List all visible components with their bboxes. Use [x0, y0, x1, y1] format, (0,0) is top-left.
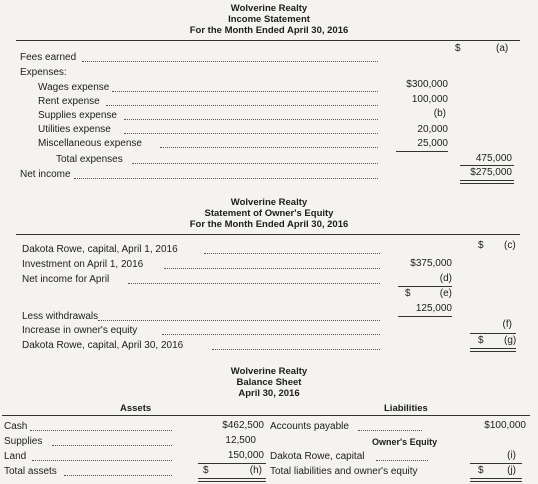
capital-start-dollar: $ — [478, 240, 484, 251]
leader-dots — [124, 132, 378, 134]
expenses-label: Expenses: — [20, 67, 67, 78]
leader-dots — [82, 60, 378, 62]
bs-period: April 30, 2016 — [238, 388, 300, 399]
subtotal-value: (e) — [439, 288, 452, 299]
asset-value: $462,500 — [222, 420, 264, 431]
oe-statement-name: Statement of Owner's Equity — [204, 208, 334, 219]
expense-label: Miscellaneous expense — [38, 138, 142, 149]
leader-dots — [32, 459, 172, 461]
expense-value: 20,000 — [417, 124, 448, 135]
double-rule — [198, 478, 266, 482]
capital-label: Dakota Rowe, capital — [270, 451, 365, 462]
double-rule — [460, 180, 514, 184]
investment-label: Investment on April 1, 2016 — [22, 259, 144, 270]
bs-company-name: Wolverine Realty — [230, 366, 308, 377]
capital-value: (i) — [507, 450, 516, 461]
asset-label: Cash — [4, 421, 28, 432]
net-income-value: $275,000 — [470, 167, 512, 178]
increase-value: (f) — [502, 319, 512, 330]
total-rule — [470, 333, 516, 334]
asset-label: Land — [4, 451, 27, 462]
assets-header: Assets — [120, 403, 152, 414]
equity-header: Owner's Equity — [372, 437, 438, 447]
total-expenses-label: Total expenses — [56, 154, 123, 165]
capital-end-value: (g) — [504, 335, 517, 346]
accounts-payable-value: $100,000 — [484, 420, 526, 431]
capital-end-label: Dakota Rowe, capital, April 30, 2016 — [22, 340, 184, 351]
capital-start-value: (c) — [504, 240, 516, 251]
expense-value: 100,000 — [411, 94, 448, 105]
total-assets-label: Total assets — [4, 466, 57, 477]
total-liab-equity-label: Total liabilities and owner's equity — [270, 466, 418, 477]
double-rule — [470, 348, 516, 352]
expense-label: Wages expense — [38, 82, 110, 93]
total-liab-equity-value: (j) — [507, 465, 516, 476]
total-assets-dollar: $ — [203, 465, 209, 476]
is-header-rule — [16, 40, 520, 41]
leader-dots — [204, 252, 380, 254]
capital-end-dollar: $ — [478, 335, 484, 346]
capital-start-label: Dakota Rowe, capital, April 1, 2016 — [22, 244, 178, 255]
oe-company-name: Wolverine Realty — [230, 197, 308, 208]
leader-dots — [212, 348, 380, 350]
withdrawals-label: Less withdrawals — [22, 311, 99, 322]
leader-dots — [64, 474, 172, 476]
oe-net-income-value: (d) — [439, 273, 452, 284]
subtotal-dollar: $ — [405, 288, 411, 299]
leader-dots — [358, 429, 422, 431]
total-assets-value: (h) — [249, 465, 262, 476]
leader-dots — [128, 282, 380, 284]
expense-label: Utilities expense — [38, 124, 111, 135]
expense-value: $300,000 — [406, 79, 448, 90]
leader-dots — [162, 333, 380, 335]
expense-label: Supplies expense — [38, 110, 117, 121]
leader-dots — [74, 177, 378, 179]
double-rule — [470, 478, 522, 482]
total-expenses-value: 475,000 — [475, 153, 512, 164]
oe-net-income-label: Net income for April — [22, 274, 110, 285]
leader-dots — [106, 104, 378, 106]
leader-dots — [98, 319, 380, 321]
subtotal-rule — [198, 463, 266, 464]
total-liab-equity-dollar: $ — [478, 465, 484, 476]
fees-earned-value: (a) — [496, 43, 509, 54]
subtotal-rule — [398, 316, 452, 317]
expense-value: (b) — [433, 108, 446, 119]
subtotal-rule — [470, 463, 522, 464]
is-company-name: Wolverine Realty — [230, 3, 308, 14]
oe-period: For the Month Ended April 30, 2016 — [189, 219, 349, 230]
leader-dots — [164, 267, 380, 269]
investment-value: $375,000 — [410, 258, 452, 269]
is-period: For the Month Ended April 30, 2016 — [189, 25, 349, 36]
bs-header-rule — [2, 415, 530, 416]
leader-dots — [160, 146, 378, 148]
expense-value: 25,000 — [417, 138, 448, 149]
subtotal-rule — [398, 286, 452, 287]
accounts-payable-label: Accounts payable — [270, 421, 349, 432]
subtotal-rule — [396, 151, 448, 152]
leader-dots — [52, 444, 172, 446]
leader-dots — [124, 118, 378, 120]
asset-value: 12,500 — [225, 435, 256, 446]
oe-header-rule — [16, 234, 520, 235]
asset-value: 150,000 — [227, 450, 264, 461]
leader-dots — [132, 162, 378, 164]
fees-earned-label: Fees earned — [20, 52, 77, 63]
net-income-label: Net income — [20, 169, 71, 180]
asset-label: Supplies — [4, 436, 43, 447]
total-rule — [460, 165, 514, 166]
leader-dots — [30, 429, 172, 431]
liabilities-header: Liabilities — [384, 403, 428, 414]
withdrawals-value: 125,000 — [415, 303, 452, 314]
leader-dots — [112, 90, 378, 92]
bs-statement-name: Balance Sheet — [236, 377, 302, 388]
is-statement-name: Income Statement — [228, 14, 310, 25]
leader-dots — [376, 459, 428, 461]
increase-label: Increase in owner's equity — [22, 325, 138, 336]
fees-earned-dollar: $ — [455, 43, 461, 54]
expense-label: Rent expense — [38, 96, 100, 107]
